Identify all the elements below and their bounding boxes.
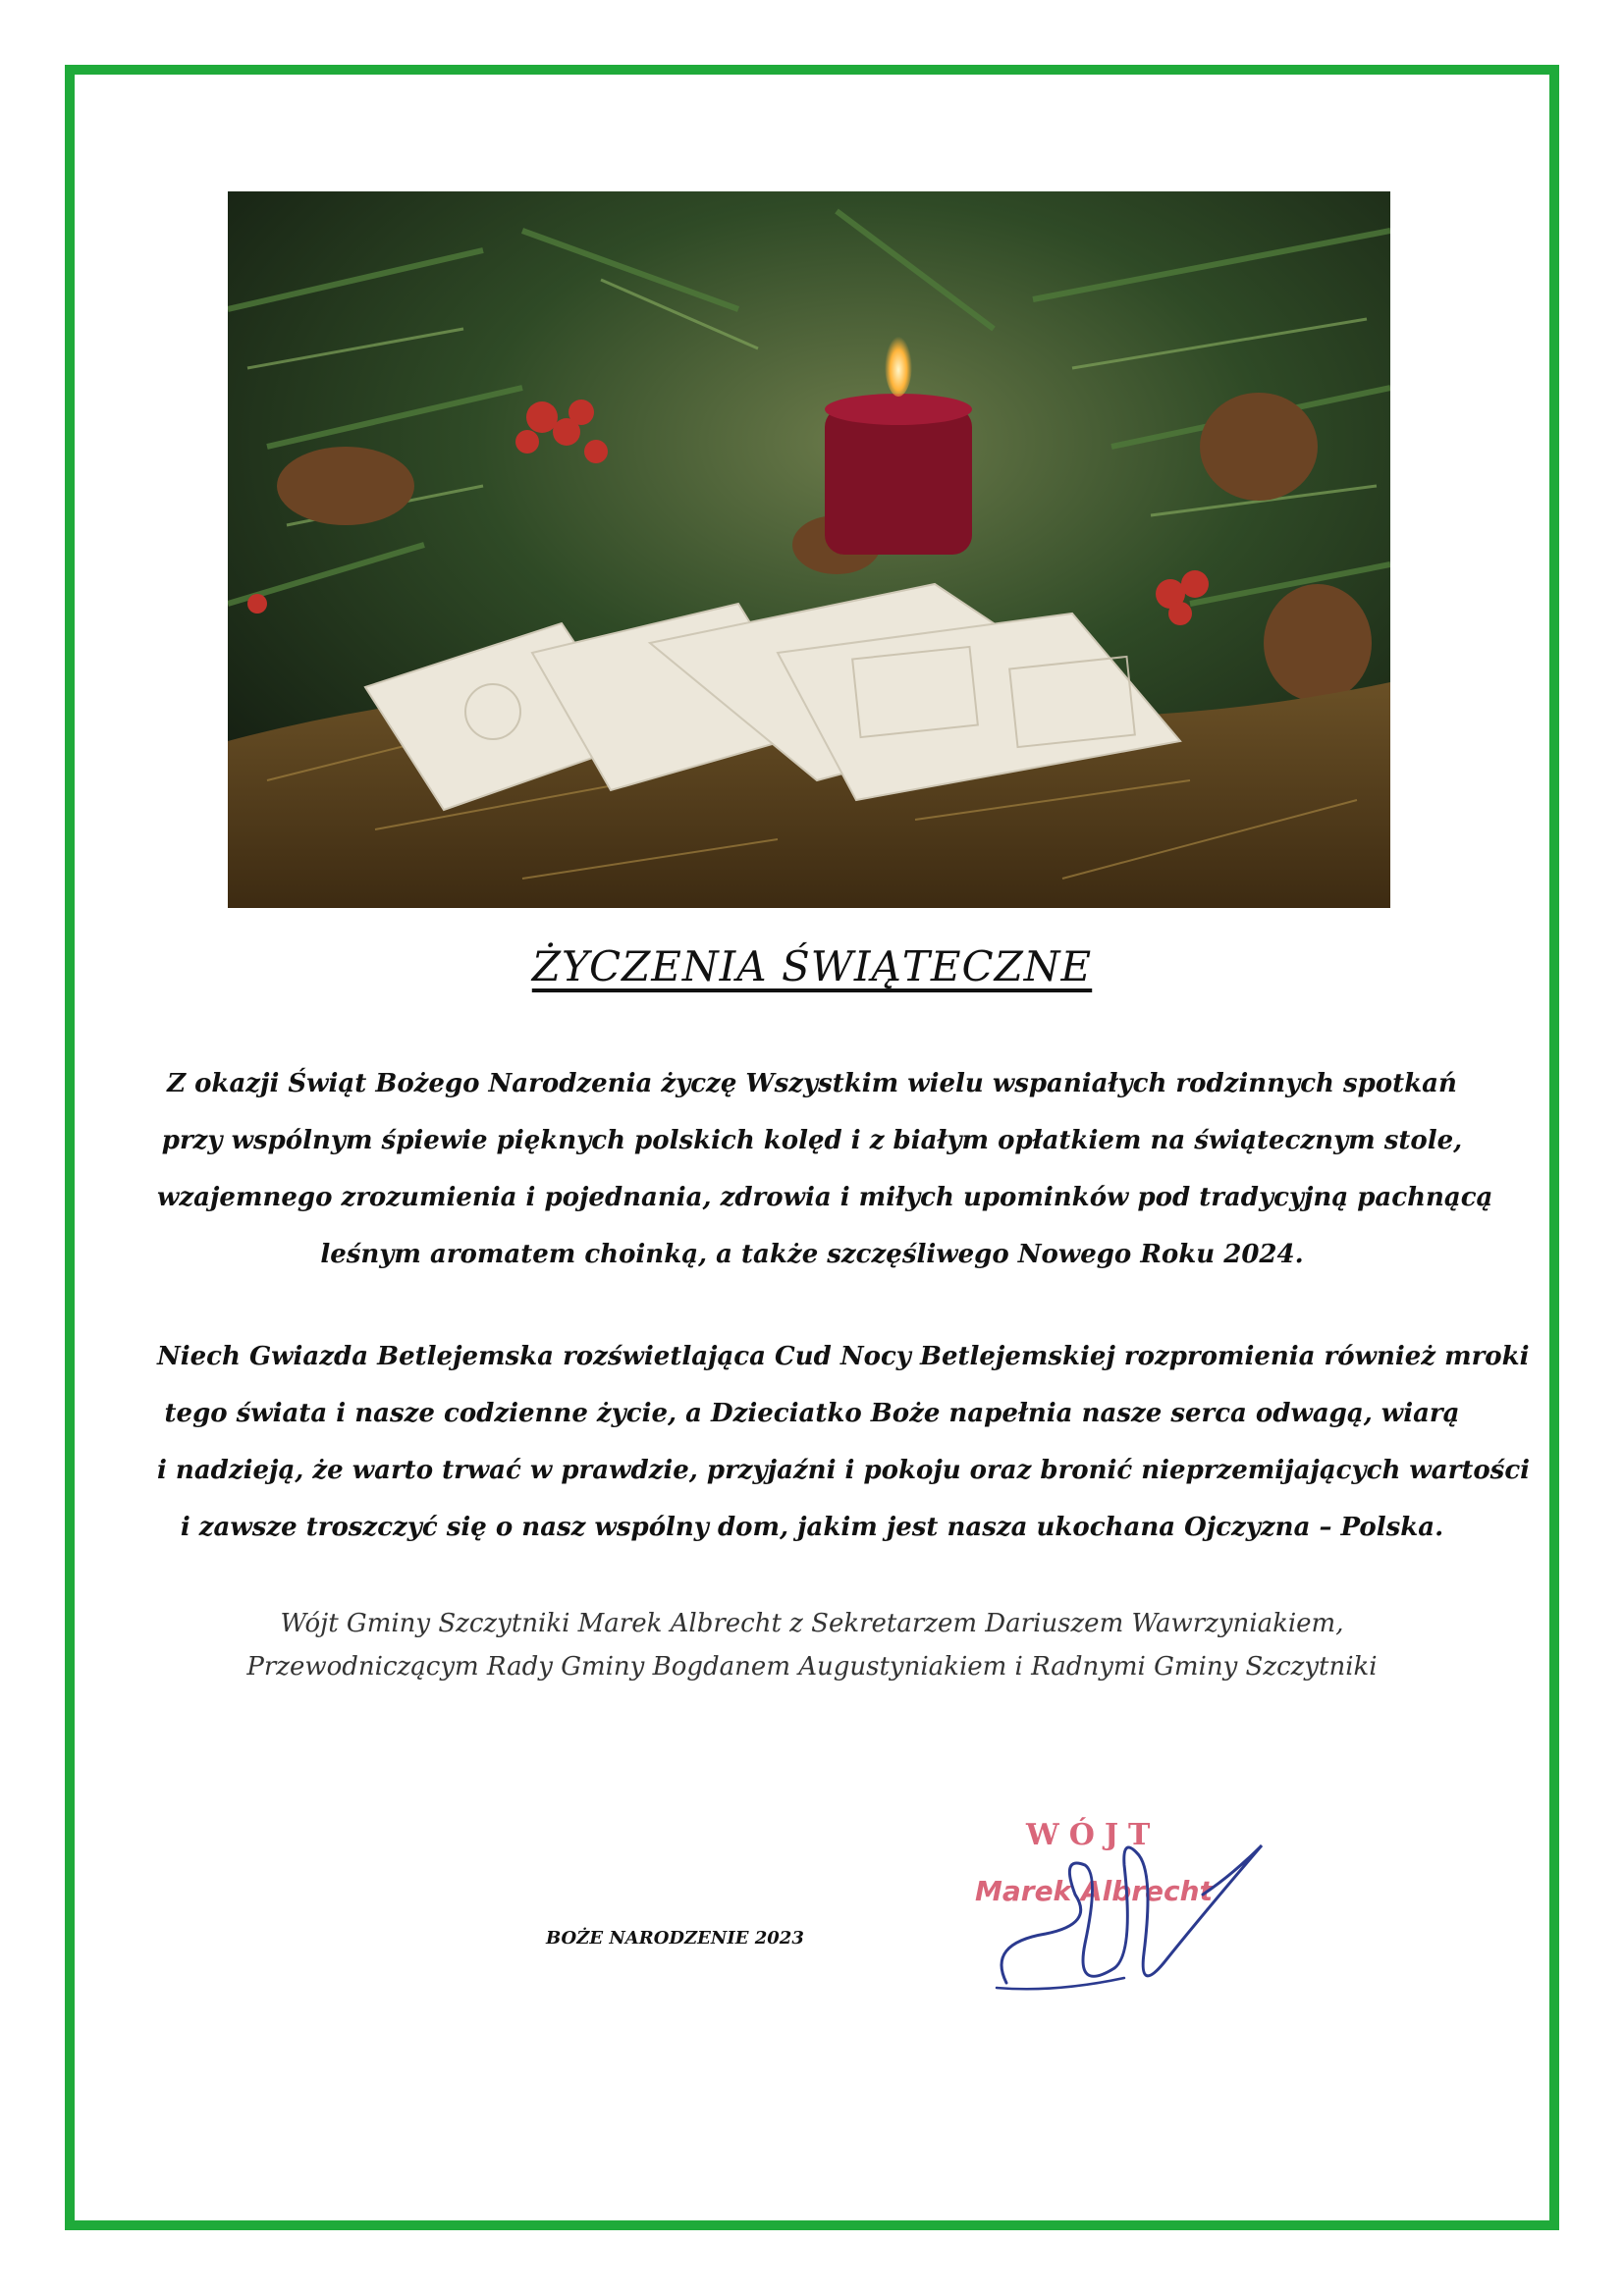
greeting-line: Niech Gwiazda Betlejemska rozświetlająca Cud Nocy Betlejemskiej rozpromienia również mroki (157, 1342, 1530, 1371)
greeting-paragraph-1 (157, 1055, 1493, 1283)
greeting-line: i zawsze troszczyć się o nasz wspólny dom, jakim jest nasza ukochana Ojczyzna – Polska. (180, 1513, 1444, 1542)
sender-line: Przewodniczącym Rady Gminy Bogdanem Augustyniakiem i Radnymi Gminy Szczytniki (246, 1652, 1378, 1682)
stamp-name: Marek Albrecht (975, 1875, 1213, 1907)
official-stamp (967, 1796, 1281, 2012)
stamp-title: WÓJT (1026, 1818, 1161, 1852)
greeting-line: wzajemnego zrozumienia i pojednania, zdrowia i miłych upominków pod tradycyjną pachnącą (157, 1183, 1493, 1212)
page-title: ŻYCZENIA ŚWIĄTECZNE (531, 942, 1093, 990)
sender-block (0, 1602, 1624, 1688)
signature-icon (967, 1796, 1281, 2012)
greeting-line: leśnym aromatem choinką, a także szczęśliwego Nowego Roku 2024. (320, 1240, 1304, 1269)
greeting-line: Z okazji Świąt Bożego Narodzenia życzę Wszystkim wielu wspaniałych rodzinnych spotkań (167, 1069, 1457, 1098)
greeting-line: i nadzieją, że warto trwać w prawdzie, przyjaźni i pokoju oraz bronić nieprzemijających wartości (157, 1456, 1531, 1485)
christmas-photo (228, 191, 1390, 908)
wafer-on-hay-image (228, 191, 1390, 908)
greeting-line: przy wspólnym śpiewie pięknych polskich kolęd i z białym opłatkiem na świątecznym stole, (161, 1126, 1463, 1155)
greeting-line: tego świata i nasze codzienne życie, a Dzieciatko Boże napełnia nasze serca odwagą, wiarą (164, 1399, 1460, 1428)
greeting-paragraph-2 (157, 1328, 1531, 1556)
date-label: BOŻE NARODZENIE 2023 (546, 1928, 804, 1949)
sender-line: Wójt Gminy Szczytniki Marek Albrecht z Sekretarzem Dariuszem Wawrzyniakiem, (280, 1609, 1344, 1638)
